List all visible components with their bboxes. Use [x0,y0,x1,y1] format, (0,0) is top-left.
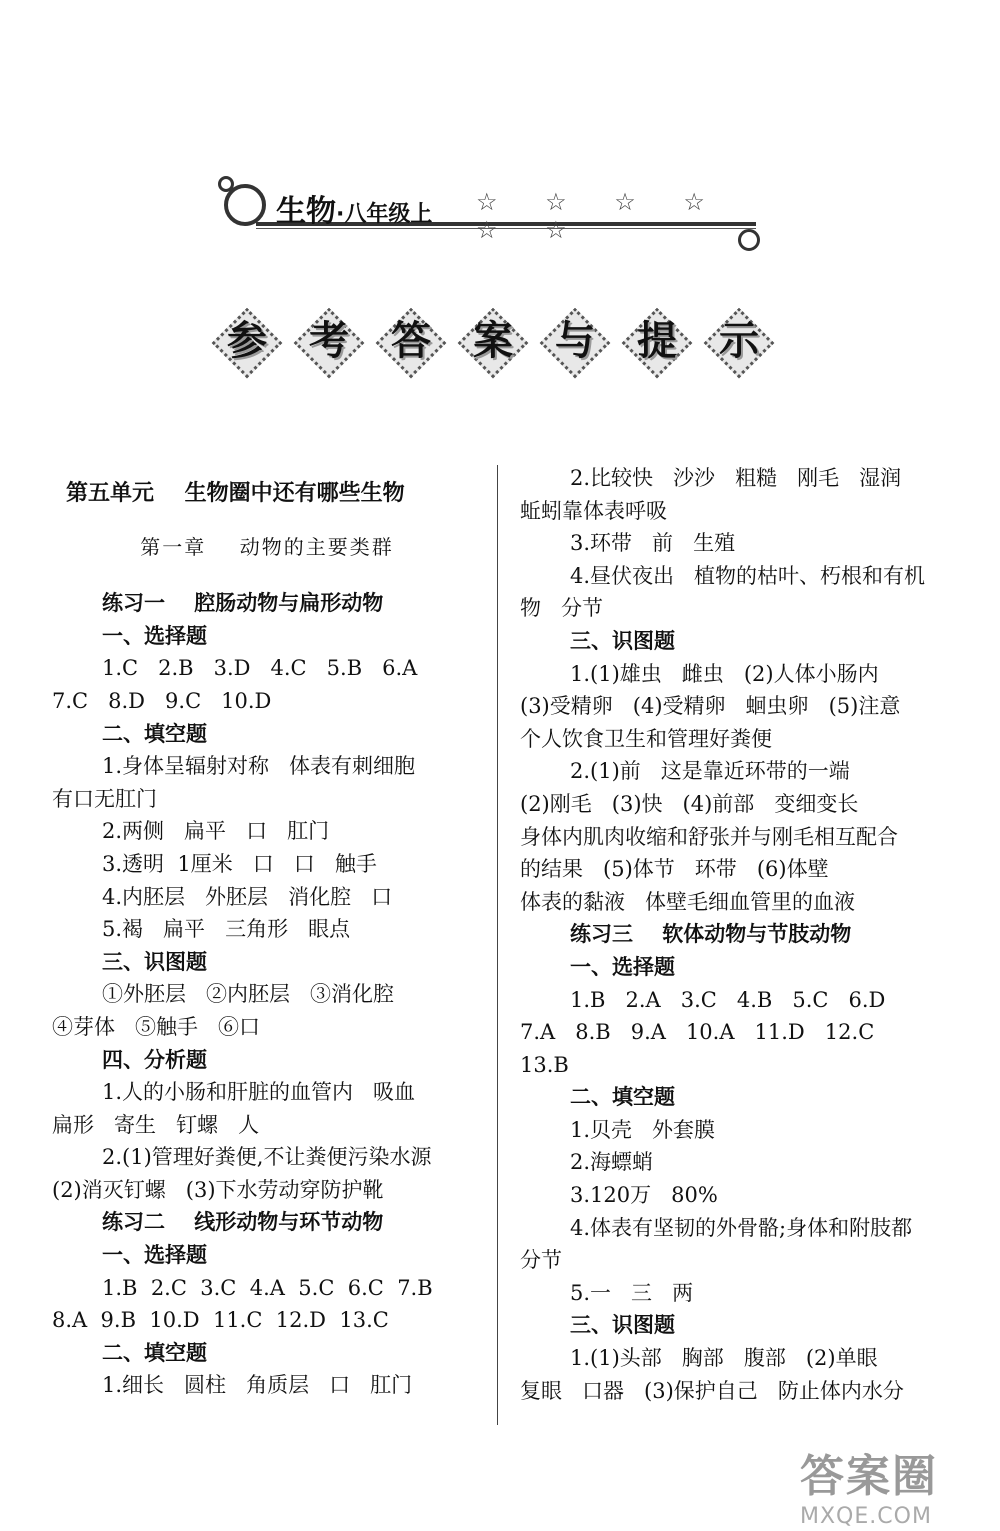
answer-line: 2.两侧 扁平 口 肛门 [102,819,330,844]
answer-line: 4.体表有坚韧的外骨骼;身体和附肢都 [570,1215,913,1240]
answer-line: 1.身体呈辐射对称 体表有刺细胞 [102,754,416,779]
answer-line: 3.透明 1厘米 口 口 触手 [102,851,377,876]
answer-line: 2.海螵蛸 [570,1150,654,1175]
subject-title [276,186,432,230]
title-tile [212,308,282,378]
answer-line: 1.人的小肠和肝脏的血管内 吸血 [102,1080,416,1105]
answer-line: 有口无肛门 [52,786,157,811]
title-tile [376,308,446,378]
title-char: 答 [391,318,431,364]
answer-line: 1.贝壳 外套膜 [570,1117,716,1142]
section-heading: 四、分析题 [102,1047,207,1072]
answer-line: 3.120万 80% [570,1183,718,1208]
section-heading: 三、识图题 [570,1313,675,1338]
watermark-text: 答案圈 [800,1451,938,1502]
answer-line: (3)受精卵 (4)受精卵 蛔虫卵 (5)注意 [520,694,901,719]
section-heading: 一、选择题 [570,954,675,979]
answer-line: 的结果 (5)体节 环带 (6)体壁 [520,857,829,882]
section-heading: 二、填空题 [570,1085,675,1110]
answer-line: 1.(1)头部 胸部 腹部 (2)单眼 [570,1346,878,1371]
right-column [520,462,950,1407]
answer-line: 8.A 9.B 10.D 11.C 12.D 13.C [52,1308,389,1333]
watermark-url: MXQE.COM [800,1504,932,1529]
section-heading: 一、选择题 [102,1243,207,1268]
title-char: 提 [637,318,677,364]
answer-line: 个人饮食卫生和管理好粪便 [520,726,772,751]
section-heading: 三、识图题 [570,628,675,653]
exercise-heading: 练习二 线形动物与环节动物 [102,1210,384,1235]
answer-line: 5.一 三 两 [570,1280,694,1305]
title-char: 参 [227,318,267,364]
section-heading: 三、识图题 [102,949,207,974]
answer-line: (2)刚毛 (3)快 (4)前部 变细变长 [520,791,859,816]
page-title [212,308,782,378]
answer-line: 3.环带 前 生殖 [570,531,736,556]
exercise-heading: 练习三 软体动物与节肢动物 [570,922,852,947]
answer-line: 2.比较快 沙沙 粗糙 刚毛 湿润 [570,466,902,490]
answer-line: 13.B [520,1052,569,1077]
title-tile [458,308,528,378]
title-char: 示 [719,318,759,364]
answer-line: 复眼 口器 (3)保护自己 防止体内水分 [520,1378,904,1403]
answer-line: 5.褐 扁平 三角形 眼点 [102,917,351,942]
answer-line: 1.B 2.A 3.C 4.B 5.C 6.D [570,987,886,1012]
answer-line: 体表的黏液 体壁毛细血管里的血液 [520,889,856,914]
answer-line: 4.内胚层 外胚层 消化腔 口 [102,884,393,909]
answer-line: 1.(1)雄虫 雌虫 (2)人体小肠内 [570,661,879,686]
unit-heading: 第五单元 生物圈中还有哪些生物 [66,481,405,506]
left-column [52,478,482,1402]
answer-line: 1.B 2.C 3.C 4.A 5.C 6.C 7.B [102,1275,433,1300]
answer-line: 2.(1)管理好粪便,不让粪便污染水源 [102,1145,432,1170]
title-char: 与 [555,318,595,364]
column-divider [497,465,498,1425]
ring-large-decoration [224,184,266,226]
title-tile [704,308,774,378]
star-row-icon: ☆ ☆ ☆ ☆ ☆ ☆ [476,188,725,244]
title-tile [622,308,692,378]
answer-line: 4.昼伏夜出 植物的枯叶、朽根和有机 [570,563,926,588]
answer-line: ①外胚层 ②内胚层 ③消化腔 [102,982,395,1007]
answer-line: 身体内肌肉收缩和舒张并与刚毛相互配合 [520,824,898,849]
answer-line: 1.细长 圆柱 角质层 口 肛门 [102,1373,413,1398]
answer-line: 1.C 2.B 3.D 4.C 5.B 6.A [102,656,418,681]
answer-line: 扁形 寄生 钉螺 人 [52,1112,260,1137]
subject-name: 生物 [276,194,336,229]
answer-line: 蚯蚓靠体表呼吸 [520,498,667,523]
subject-header [218,172,763,252]
title-tile [294,308,364,378]
title-char: 考 [309,318,349,364]
answer-line: ④芽体 ⑤触手 ⑥口 [52,1014,261,1039]
answer-line: 2.(1)前 这是靠近环带的一端 [570,759,850,784]
grade-label: 八年级上 [344,202,433,227]
title-tile [540,308,610,378]
section-heading: 二、填空题 [102,1340,207,1365]
title-char: 案 [473,318,513,364]
watermark-logo [800,1440,990,1530]
answer-line: 物 分节 [520,596,604,621]
answer-line: 7.C 8.D 9.C 10.D [52,688,272,713]
chapter-heading: 第一章 动物的主要类群 [140,534,394,559]
answer-line: 分节 [520,1248,562,1273]
exercise-heading: 练习一 腔肠动物与扁形动物 [102,591,384,616]
answer-line: (2)消灭钉螺 (3)下水劳动穿防护靴 [52,1177,384,1202]
answer-line: 7.A 8.B 9.A 10.A 11.D 12.C [520,1020,875,1045]
section-heading: 二、填空题 [102,721,207,746]
subject-separator: · [336,202,345,227]
section-heading: 一、选择题 [102,623,207,648]
